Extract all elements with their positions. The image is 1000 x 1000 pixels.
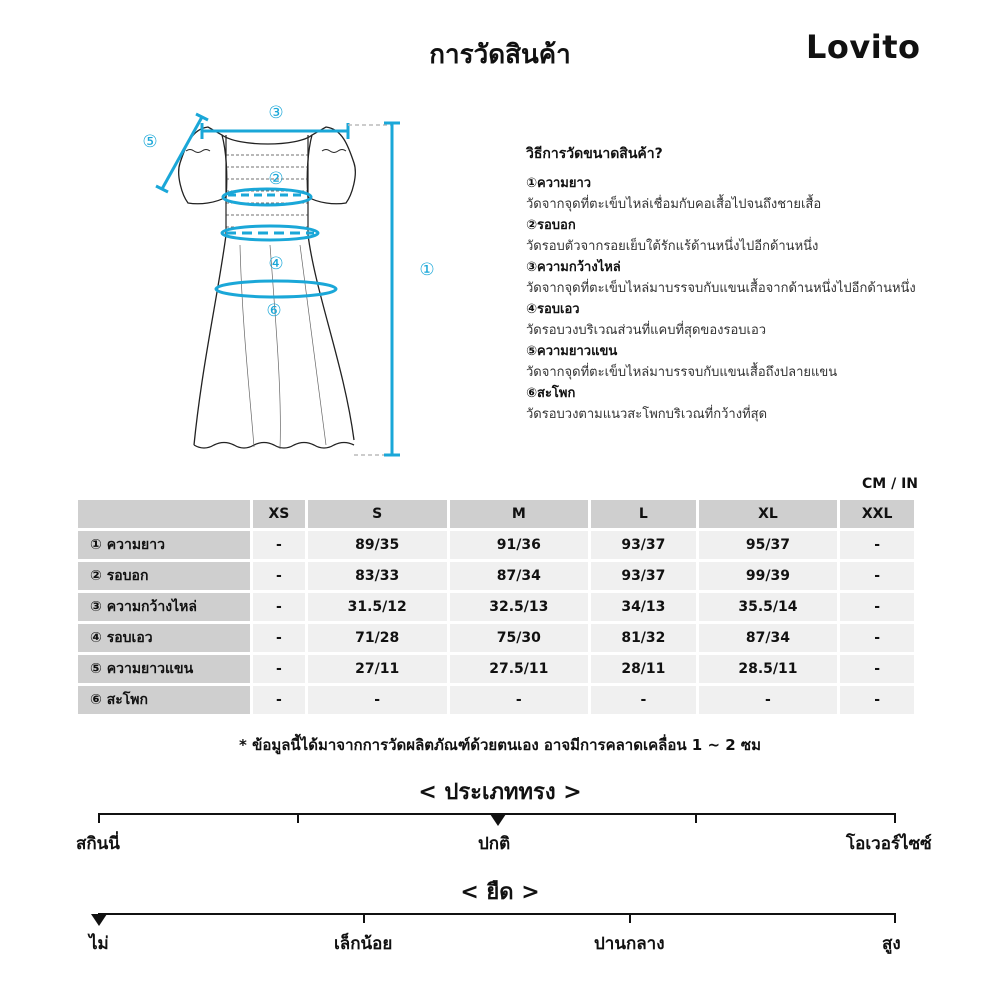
table-cell: 32.5/13 <box>450 593 589 621</box>
size-header: XS <box>253 500 305 528</box>
guide-item-desc: วัดรอบวงบริเวณส่วนที่แคบที่สุดของรอบเอว <box>526 323 767 338</box>
table-cell: 89/35 <box>308 531 447 559</box>
size-header: S <box>308 500 447 528</box>
stretch-scale-marker <box>91 914 107 926</box>
stretch-scale-tick <box>363 913 365 923</box>
size-header: XXL <box>840 500 914 528</box>
table-row <box>78 686 914 714</box>
table-cell: 27/11 <box>308 655 447 683</box>
table-cell: - <box>840 624 914 652</box>
fit-scale-tick <box>98 813 100 823</box>
table-cell: 71/28 <box>308 624 447 652</box>
table-row <box>78 562 914 590</box>
table-cell: 99/39 <box>699 562 838 590</box>
brand-logo: Lovito <box>806 28 921 66</box>
table-cell: - <box>308 686 447 714</box>
fit-scale-marker <box>490 814 506 826</box>
table-cell: - <box>699 686 838 714</box>
table-row <box>78 593 914 621</box>
guide-item-desc: วัดจากจุดที่ตะเข็บไหล่มาบรรจบกับแขนเสื้อถึงปลายแขน <box>526 365 838 380</box>
table-cell: - <box>253 686 305 714</box>
row-label: ④ รอบเอว <box>78 624 250 652</box>
guide-item-name: ②รอบอก <box>526 218 576 233</box>
dress-illustration <box>130 95 460 465</box>
guide-item-name: ⑥สะโพก <box>526 386 576 401</box>
table-cell: 87/34 <box>699 624 838 652</box>
guide-item-name: ①ความยาว <box>526 176 592 191</box>
table-cell: - <box>253 655 305 683</box>
row-label: ③ ความกว้างไหล่ <box>78 593 250 621</box>
size-header: L <box>591 500 695 528</box>
guide-item-desc: วัดจากจุดที่ตะเข็บไหล่เชื่อมกับคอเสื้อไปจนถึงชายเสื้อ <box>526 197 822 212</box>
table-cell: 81/32 <box>591 624 695 652</box>
table-cell: 28.5/11 <box>699 655 838 683</box>
fit-scale-tick <box>894 813 896 823</box>
marker-bust: ② <box>268 169 284 189</box>
table-cell: 93/37 <box>591 562 695 590</box>
unit-label: CM / IN <box>862 476 918 492</box>
marker-sleeve: ⑤ <box>142 132 158 152</box>
guide-item <box>526 299 946 341</box>
guide-item-name: ⑤ความยาวแขน <box>526 344 618 359</box>
fit-label-oversize: โอเวอร์ไซซ์ <box>846 834 932 854</box>
marker-length: ① <box>419 260 435 280</box>
table-cell: - <box>253 562 305 590</box>
table-cell: 87/34 <box>450 562 589 590</box>
fit-scale-tick <box>695 813 697 823</box>
table-cell: 34/13 <box>591 593 695 621</box>
guide-item-desc: วัดจากจุดที่ตะเข็บไหล่มาบรรจบกับแขนเสื้อจากด้านหนึ่งไปอีกด้านหนึ่ง <box>526 281 916 296</box>
stretch-scale-tick <box>629 913 631 923</box>
row-label: ⑥ สะโพก <box>78 686 250 714</box>
stretch-scale-tick <box>894 913 896 923</box>
table-cell: - <box>253 624 305 652</box>
fit-scale-tick <box>297 813 299 823</box>
guide-item-desc: วัดรอบวงตามแนวสะโพกบริเวณที่กว้างที่สุด <box>526 407 768 422</box>
table-header-row <box>78 500 914 528</box>
table-cell: - <box>840 593 914 621</box>
table-row <box>78 531 914 559</box>
stretch-label-high: สูง <box>882 934 901 954</box>
stretch-scale-line <box>98 913 896 915</box>
guide-item-name: ③ความกว้างไหล่ <box>526 260 621 275</box>
table-row <box>78 624 914 652</box>
table-cell: 31.5/12 <box>308 593 447 621</box>
table-cell: 95/37 <box>699 531 838 559</box>
table-cell: 27.5/11 <box>450 655 589 683</box>
table-row <box>78 655 914 683</box>
measurement-note: * ข้อมูลนี้ได้มาจากการวัดผลิตภัณฑ์ด้วยตนเอง อาจมีการคลาดเคลื่อน 1 ~ 2 ซม <box>239 736 761 754</box>
size-table <box>75 497 917 717</box>
fit-label-skinny: สกินนี่ <box>76 834 120 854</box>
marker-hip: ⑥ <box>266 301 282 321</box>
table-cell: - <box>253 531 305 559</box>
guide-item <box>526 383 946 425</box>
table-cell: 75/30 <box>450 624 589 652</box>
guide-heading: วิธีการวัดขนาดสินค้า? <box>526 146 663 162</box>
row-label: ② รอบอก <box>78 562 250 590</box>
guide-item <box>526 257 946 299</box>
size-header: M <box>450 500 589 528</box>
guide-item-desc: วัดรอบตัวจากรอยเย็บใต้รักแร้ด้านหนึ่งไปอีกด้านหนึ่ง <box>526 239 819 254</box>
fit-label-regular: ปกติ <box>478 834 511 854</box>
table-cell: - <box>840 562 914 590</box>
guide-item-name: ④รอบเอว <box>526 302 580 317</box>
table-cell: 28/11 <box>591 655 695 683</box>
guide-item <box>526 173 946 215</box>
stretch-label-slight: เล็กน้อย <box>334 934 393 954</box>
marker-shoulder: ③ <box>268 103 284 123</box>
table-corner <box>78 500 250 528</box>
stretch-label-none: ไม่ <box>89 934 109 954</box>
table-cell: - <box>840 686 914 714</box>
table-cell: - <box>840 655 914 683</box>
table-cell: 93/37 <box>591 531 695 559</box>
stretch-scale-title: < ยืด > <box>460 880 540 905</box>
table-cell: 83/33 <box>308 562 447 590</box>
measurement-guide <box>526 144 946 425</box>
page-title: การวัดสินค้า <box>429 40 571 70</box>
table-cell: - <box>591 686 695 714</box>
table-cell: 35.5/14 <box>699 593 838 621</box>
table-cell: - <box>840 531 914 559</box>
row-label: ① ความยาว <box>78 531 250 559</box>
table-cell: - <box>450 686 589 714</box>
row-label: ⑤ ความยาวแขน <box>78 655 250 683</box>
table-cell: - <box>253 593 305 621</box>
fit-scale-title: < ประเภททรง > <box>418 780 582 805</box>
guide-item <box>526 215 946 257</box>
table-cell: 91/36 <box>450 531 589 559</box>
size-header: XL <box>699 500 838 528</box>
marker-waist: ④ <box>268 254 284 274</box>
dress-measurement-figure <box>130 95 460 465</box>
stretch-label-medium: ปานกลาง <box>594 934 665 954</box>
guide-item <box>526 341 946 383</box>
